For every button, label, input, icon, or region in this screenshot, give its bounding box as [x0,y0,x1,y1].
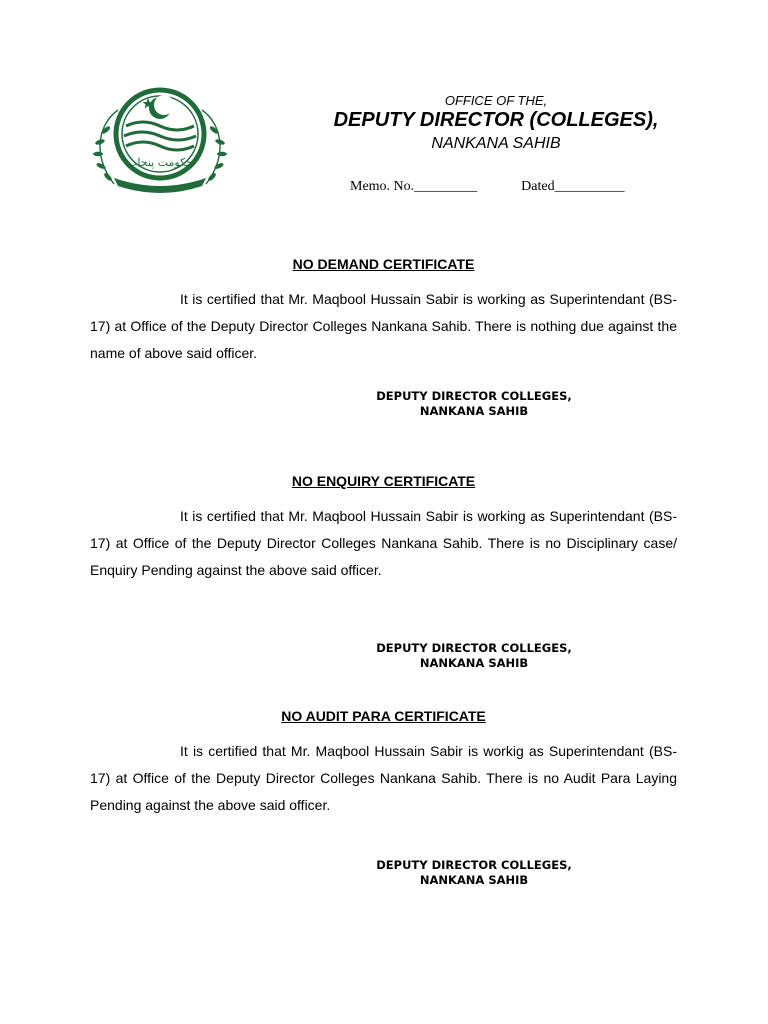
office-title: DEPUTY DIRECTOR (COLLEGES), [333,109,659,131]
signature-block [360,641,588,671]
cert-heading-no-enquiry: NO ENQUIRY CERTIFICATE [291,473,476,489]
signature-title: DEPUTY DIRECTOR COLLEGES, [376,858,572,872]
signature-place: NANKANA SAHIB [419,404,529,418]
signature-title: DEPUTY DIRECTOR COLLEGES, [376,389,572,403]
signature-place: NANKANA SAHIB [419,873,529,887]
emblem-script: حکومت پنجاب [127,156,193,169]
cert-body-text: It is certified that Mr. Maqbool Hussain Sabir is working as Superintendant (BS-17) at Office of the Deputy Director Colleges Nankana Sahib. There is nothing due against the name of above said officer. [90,291,677,361]
signature-block [360,389,588,419]
signature-place: NANKANA SAHIB [419,656,529,670]
cert-body-text: It is certified that Mr. Maqbool Hussain Sabir is workig as Superintendant (BS-17) at Office of the Deputy Director Colleges Nankana Sahib. There is no Audit Para Laying Pending against the above said officer. [90,743,677,813]
cert-body-text: It is certified that Mr. Maqbool Hussain Sabir is working as Superintendant (BS-17) at Office of the Deputy Director Colleges Nankana Sahib. There is no Disciplinary case/ Enquiry Pending against the above said officer. [90,508,677,578]
memo-number-field: Memo. No._________ [350,179,478,194]
office-line: OFFICE OF THE, [444,93,548,108]
cert-body-no-enquiry [90,503,677,584]
dated-field: Dated__________ [521,179,625,194]
cert-body-no-audit-para [90,738,677,819]
cert-body-no-demand [90,286,677,367]
office-place: NANKANA SAHIB [431,135,561,152]
signature-title: DEPUTY DIRECTOR COLLEGES, [376,641,572,655]
memo-row [350,179,625,195]
cert-heading-no-demand: NO DEMAND CERTIFICATE [292,256,475,272]
cert-heading-no-audit-para: NO AUDIT PARA CERTIFICATE [281,708,486,724]
signature-block [360,858,588,888]
punjab-emblem-logo [84,86,236,200]
